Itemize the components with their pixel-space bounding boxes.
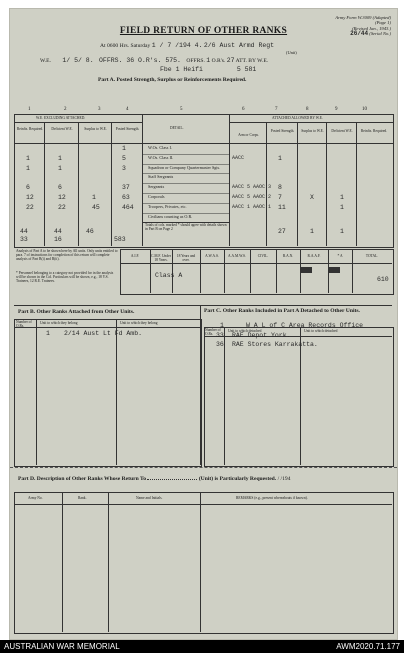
table-cell: 1: [58, 164, 62, 172]
col-header: Unit to which detached: [304, 329, 338, 333]
analysis-header: R.A.N.: [282, 254, 294, 258]
group-left-header: W.E. EXCLUDING ATTACHED.: [36, 116, 86, 120]
redaction-mark: [328, 267, 340, 273]
col-number: 3: [98, 107, 101, 112]
col-header: Posted Strength.: [270, 129, 295, 133]
table-cell: 1: [122, 145, 126, 152]
col-header: Surplus to W.E.: [84, 127, 107, 131]
col-header: Army No.: [28, 496, 43, 500]
analysis-footnote: * Personnel belonging to a category not provided for in the analysis will be shown in the Col. Particulars will be shown, e.g., 18 Y.S. Trainees, 12 R.E. Trainees.: [16, 271, 114, 284]
row-label: Corporals: [148, 194, 165, 199]
analysis-header: * A: [337, 254, 343, 258]
class-a-entry: Class A: [155, 272, 183, 279]
total-posted: 583: [114, 236, 126, 243]
col-header: Unit to which detached: [228, 329, 262, 333]
part-a-title: Part A. Posted Strength, Surplus or Reinforcements Required.: [98, 77, 247, 83]
col-header: Unit to which they belong: [40, 321, 78, 325]
total-att-surplus: 1: [310, 228, 314, 235]
document-sheet: [9, 8, 398, 640]
col-header: Unit to which they belong: [120, 321, 158, 325]
page-title: FIELD RETURN OF OTHER RANKS: [119, 26, 288, 36]
part-b-entry-num: 1: [46, 330, 50, 337]
table-cell: AACC 5 AAOC 2: [232, 194, 272, 200]
col-header: Name and Initials.: [136, 496, 163, 500]
table-cell: 8: [278, 184, 282, 192]
col-header: Number of O.Rs.: [205, 328, 221, 337]
analysis-header: C.M.F. Under 18 Years.: [151, 254, 171, 263]
table-cell: 1: [340, 203, 344, 211]
col-number: 10: [362, 107, 367, 112]
footer-accession: AWM2020.71.177: [336, 642, 400, 651]
part-d-title: Part D. Description of Other Ranks Whose Return To (Unit) is Particularly Requested. / /194: [18, 476, 291, 482]
col-number: 2: [64, 107, 67, 112]
serial-number: 26/44: [350, 30, 369, 38]
total-att-deficient: 1: [340, 228, 344, 235]
table-cell: 7: [278, 194, 282, 201]
table-cell: 12: [58, 194, 66, 201]
form-reference: Army Form W.3009 (Adapted) (Page 1) (Revised Jan., 1943.) 26/44 (Serial No.): [335, 15, 391, 38]
part-c-entry-unit: RAE Stores Karrakatta.: [232, 341, 318, 348]
table-cell: AACC 5 AAOC 3: [232, 184, 272, 191]
row-label: Staff Sergeants: [148, 174, 174, 180]
table-cell: 6: [58, 184, 62, 192]
total-reinfts: 44: [20, 228, 28, 235]
analysis-header: A.W.A.S.: [205, 254, 219, 258]
table-cell: 1: [26, 164, 30, 172]
table-cell: 11: [278, 203, 286, 211]
table-cell: 22: [58, 203, 66, 211]
table-cell: 1: [278, 154, 282, 162]
part-b-entry-unit: 2/14 Aust Lt Fd Amb.: [64, 330, 143, 337]
col-number: 6: [242, 107, 245, 112]
total-extra: 16: [54, 236, 62, 243]
table-cell: AACC 1 AAOC 1: [232, 203, 272, 210]
unit-name: 2/6 Aust Armd Regt: [203, 42, 275, 49]
col-header: Surplus to W.E.: [301, 129, 324, 133]
return-date: 1 / 7 /194 4.: [151, 42, 203, 49]
col-header: Deficient W.E.: [331, 129, 353, 133]
col-number: 1: [28, 107, 31, 112]
part-c-entry-num: 1: [220, 322, 224, 329]
col-header: Reinfts. Required.: [360, 129, 388, 133]
col-number: 8: [306, 107, 309, 112]
table-cell: 1: [92, 194, 96, 201]
table-cell: X: [310, 194, 314, 201]
col-number: 5: [180, 107, 183, 112]
unit-caption: (Unit): [286, 50, 297, 55]
part-c-title: Part C. Other Ranks Included in Part A Detached to Other Units.: [204, 308, 360, 314]
table-cell: 63: [122, 194, 130, 201]
analysis-header: 18 Years and over.: [176, 254, 196, 263]
archive-footer: [0, 640, 404, 653]
detail-header: DETAIL.: [170, 126, 184, 130]
part-b-table: [14, 319, 202, 467]
table-cell: 6: [26, 184, 30, 192]
totals-label: Totals of cols. marked * should agree with details shown in Part B on Page 2: [145, 223, 227, 232]
table-cell: 1: [340, 194, 344, 201]
col-header: Deficient W.E.: [51, 127, 73, 131]
table-cell: 45: [92, 203, 100, 211]
part-d-table: [14, 492, 394, 634]
table-cell: 5: [122, 154, 126, 162]
col-number: 4: [126, 107, 129, 112]
total-extra: 33: [20, 236, 28, 243]
perforation-line: [10, 467, 397, 468]
analysis-header: A.I.F.: [130, 254, 140, 258]
part-b-title: Part B. Other Ranks Attached from Other Units.: [18, 309, 135, 315]
col-header: Number of O.Rs.: [16, 320, 32, 329]
part-c-entry-unit: RAE Depot York.: [232, 332, 291, 339]
total-att-posted: 27: [278, 228, 286, 235]
we-second-line: Fbe 1 Heifi 5 581: [160, 66, 257, 73]
total-deficient: 44: [54, 228, 62, 235]
footer-institution: AUSTRALIAN WAR MEMORIAL: [4, 642, 120, 651]
analysis-header: A.A.M.W.S.: [228, 254, 246, 258]
col-header: Arm or Corps.: [238, 133, 259, 137]
col-number: 9: [335, 107, 338, 112]
table-cell: 22: [26, 203, 34, 211]
col-header: Reinfts. Required.: [16, 127, 44, 131]
we-line: W.E. 1/ 5/ 8. OFFRS. 36 O.R's. 575. OFFRS. 1 O.R's. 27 ATT. BY W.E.: [40, 57, 269, 64]
row-label: W.Os. Class I.: [148, 145, 172, 150]
col-header: Rank.: [78, 496, 87, 500]
table-cell: AACC: [232, 154, 245, 161]
row-label: Civilians counting as O.R.: [148, 213, 193, 219]
row-label: Sergeants: [148, 184, 165, 190]
total-surplus: 46: [86, 228, 94, 235]
part-c-entry-num: 36: [216, 341, 224, 348]
table-cell: 1: [26, 154, 30, 162]
table-cell: 3: [122, 164, 126, 172]
analysis-header: TOTAL.: [365, 254, 379, 258]
group-right-header: ATTACHED ALLOWED BY W.E.: [272, 116, 323, 120]
row-label: Squadron or Company Quartermaster Sgts.: [148, 164, 221, 170]
table-cell: 12: [26, 194, 34, 201]
part-c-table: [204, 327, 394, 467]
col-header: REMARKS (e.g., present whereabouts if known).: [236, 496, 308, 500]
part-c-entry-num: 33: [216, 332, 224, 339]
row-label: Troopers, Privates, etc.: [148, 203, 187, 209]
analysis-header: CIVIL.: [257, 254, 269, 258]
redaction-mark: [300, 267, 312, 273]
col-header: Posted Strength.: [115, 127, 140, 131]
at-line: At 0600 Hrs. Saturday 1 / 7 /194 4. 2/6 Aust Armd Regt: [100, 42, 275, 49]
table-cell: 464: [122, 203, 134, 211]
table-cell: 1: [58, 154, 62, 162]
analysis-total: 610: [377, 276, 389, 283]
analysis-note: Analysis of Part A to be shown here by All units. Only units entitled to para. 7 of instructions for completion of this return will complete analysis of Part B(i) and B(ii).: [16, 249, 118, 262]
part-c-entry-unit: W A L of C Area Records Office: [246, 322, 364, 329]
row-label: W.Os. Class II.: [148, 154, 174, 160]
analysis-header: R.A.A.F.: [307, 254, 321, 258]
col-number: 7: [275, 107, 278, 112]
table-cell: 37: [122, 184, 130, 192]
